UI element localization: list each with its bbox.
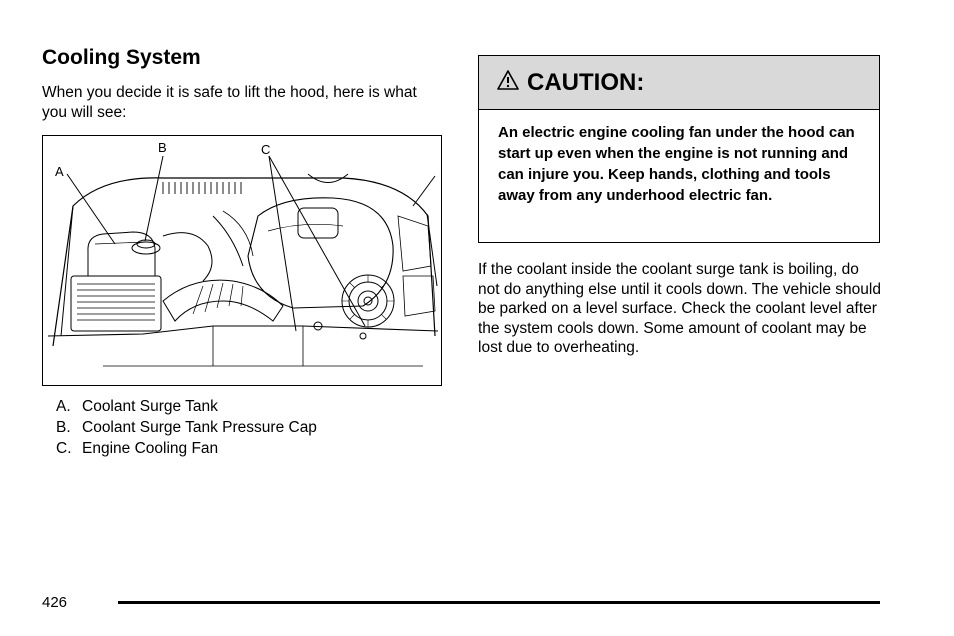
- footer-rule: [118, 601, 880, 604]
- intro-text: When you decide it is safe to lift the hood, here is what you will see:: [42, 84, 417, 121]
- callout-c: C: [261, 142, 271, 157]
- caution-title: CAUTION:: [527, 68, 645, 96]
- callout-a: A: [55, 164, 64, 179]
- legend-item: B. Coolant Surge Tank Pressure Cap: [56, 419, 317, 436]
- warning-triangle-icon: [497, 69, 519, 96]
- section-title: Cooling System: [42, 46, 201, 69]
- figure-legend: [56, 396, 317, 459]
- callout-b: B: [158, 140, 167, 155]
- page-number: 426: [42, 594, 68, 611]
- caution-text: An electric engine cooling fan under the hood can start up even when the engine is not running and can injure you. Keep hands, clothing and tools away from any underhood electric fan.: [498, 124, 855, 204]
- engine-illustration: [42, 135, 442, 386]
- caution-header: [479, 56, 879, 110]
- coolant-paragraph: If the coolant inside the coolant surge tank is boiling, do not do anything else until it cools down. The vehicle should be parked on a level surface. Check the coolant level after the system cools down. Some amount of coolant may be lost due to overheating.: [478, 261, 881, 356]
- legend-item: A. Coolant Surge Tank: [56, 398, 218, 415]
- caution-box: [478, 55, 880, 243]
- legend-item: C. Engine Cooling Fan: [56, 440, 219, 457]
